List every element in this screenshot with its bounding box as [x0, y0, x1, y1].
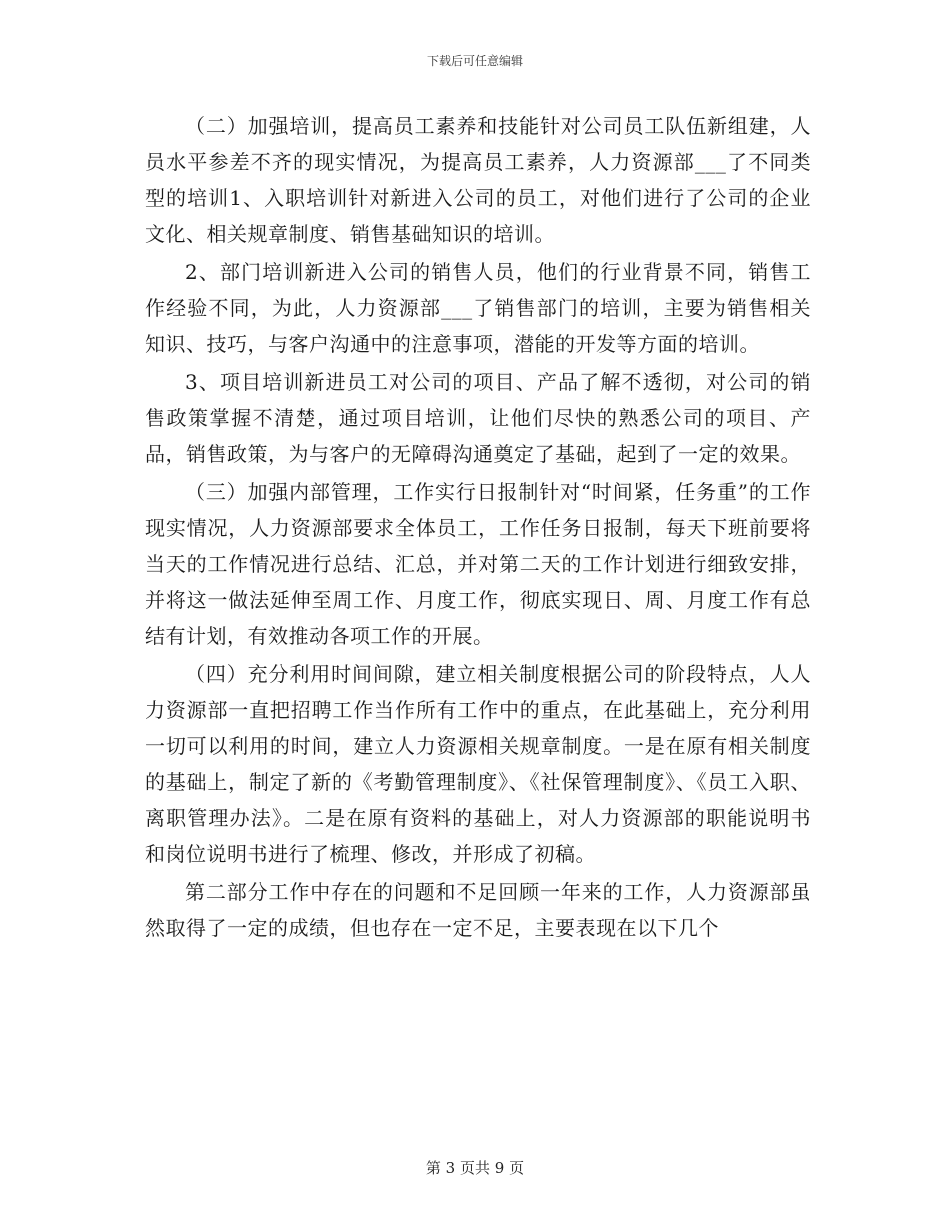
paragraph-internal-management: （三）加强内部管理，工作实行日报制针对“时间紧，任务重”的工作现实情况，人力资源部要求全体员工，工作任务日报制，每天下班前要将当天的工作情况进行总结、汇总，并对第二天的工作计划进行细致安排，并将这一做法延伸至周工作、月度工作，彻底实现日、周、月度工作有总结有计划，有效推动各项工作的开展。: [145, 480, 811, 648]
page-number: 第 3 页共 9 页: [425, 1159, 525, 1177]
document-body: [145, 108, 811, 948]
paragraph-training-intro: （二）加强培训，提高员工素养和技能针对公司员工队伍新组建，人员水平参差不齐的现实情况，为提高员工素养，人力资源部___了不同类型的培训1、入职培训针对新进入公司的员工，对他们进行了公司的企业文化、相关规章制度、销售基础知识的培训。: [145, 114, 811, 246]
paragraph-system-building: （四）充分利用时间间隙，建立相关制度根据公司的阶段特点，人人力资源部一直把招聘工作当作所有工作中的重点，在此基础上，充分利用一切可以利用的时间，建立人力资源相关规章制度。一是在原有相关制度的基础上，制定了新的《考勤管理制度》、《社保管理制度》、《员工入职、离职管理办法》。二是在原有资料的基础上，对人力资源部的职能说明书和岗位说明书进行了梳理、修改，并形成了初稿。: [145, 662, 811, 866]
paragraph-project-training: 3、项目培训新进员工对公司的项目、产品了解不透彻，对公司的销售政策掌握不清楚，通过项目培训，让他们尽快的熟悉公司的项目、产品，销售政策，为与客户的无障碍沟通奠定了基础，起到了一定的效果。: [145, 370, 811, 466]
paragraph-department-training: 2、部门培训新进入公司的销售人员，他们的行业背景不同，销售工作经验不同，为此，人力资源部___了销售部门的培训，主要为销售相关知识、技巧，与客户沟通中的注意事项，潜能的开发等方面的培训。: [145, 260, 811, 356]
page-header: 下载后可任意编辑: [426, 54, 523, 68]
paragraph-problems: 第二部分工作中存在的问题和不足回顾一年来的工作，人力资源部虽然取得了一定的成绩，但也存在一定不足，主要表现在以下几个: [145, 880, 811, 940]
